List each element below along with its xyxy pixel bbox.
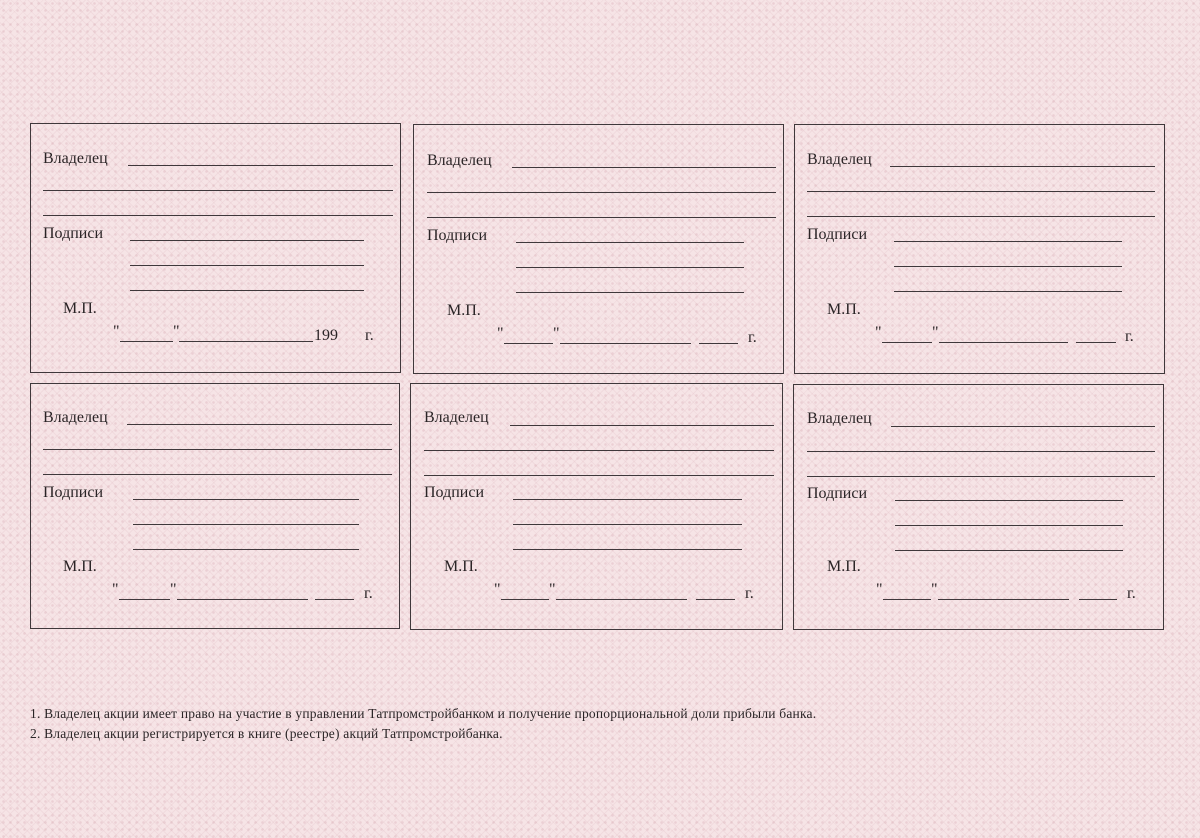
- date-year-suffix: г.: [1125, 328, 1134, 345]
- signatures-label: Подписи: [807, 226, 868, 243]
- date-day-line[interactable]: [882, 342, 932, 343]
- signatures-label: Подписи: [43, 225, 104, 242]
- stamp-label: М.П.: [827, 558, 861, 575]
- owner-line[interactable]: [43, 190, 393, 191]
- owner-label: Владелец: [424, 409, 489, 426]
- owner-label: Владелец: [427, 152, 492, 169]
- date-day-line[interactable]: [119, 599, 170, 600]
- date-year-suffix: г.: [365, 327, 374, 344]
- signature-line[interactable]: [516, 267, 744, 268]
- date-quote-close: ": [549, 581, 556, 598]
- date-quote-open: ": [113, 323, 120, 340]
- footnote-2: 2. Владелец акции регистрируется в книге (реестре) акций Татпромстройбанка.: [30, 726, 503, 741]
- owner-line[interactable]: [43, 215, 393, 216]
- date-quote-open: ": [112, 581, 119, 598]
- signature-line[interactable]: [130, 265, 364, 266]
- stamp-label: М.П.: [63, 300, 97, 317]
- date-quote-close: ": [173, 323, 180, 340]
- date-month-line[interactable]: [179, 341, 313, 342]
- signatures-label: Подписи: [424, 484, 485, 501]
- endorsement-card: [410, 383, 783, 630]
- signature-line[interactable]: [130, 240, 364, 241]
- date-quote-close: ": [932, 324, 939, 341]
- owner-line[interactable]: [890, 166, 1155, 167]
- date-quote-open: ": [875, 324, 882, 341]
- owner-label: Владелец: [43, 409, 108, 426]
- owner-line[interactable]: [807, 476, 1155, 477]
- date-quote-open: ": [494, 581, 501, 598]
- signature-line[interactable]: [133, 524, 359, 525]
- signature-line[interactable]: [513, 499, 742, 500]
- owner-line[interactable]: [424, 475, 774, 476]
- signature-line[interactable]: [513, 524, 742, 525]
- stamp-label: М.П.: [444, 558, 478, 575]
- endorsement-card: [413, 124, 784, 374]
- date-quote-close: ": [170, 581, 177, 598]
- signature-line[interactable]: [894, 241, 1122, 242]
- date-month-line[interactable]: [939, 342, 1068, 343]
- date-year-line[interactable]: [1076, 342, 1116, 343]
- owner-line[interactable]: [427, 192, 776, 193]
- stamp-label: М.П.: [63, 558, 97, 575]
- owner-line[interactable]: [128, 165, 393, 166]
- signature-line[interactable]: [130, 290, 364, 291]
- signature-line[interactable]: [516, 292, 744, 293]
- date-quote-close: ": [931, 581, 938, 598]
- date-month-line[interactable]: [556, 599, 687, 600]
- owner-line[interactable]: [43, 474, 392, 475]
- date-quote-open: ": [876, 581, 883, 598]
- signature-line[interactable]: [895, 550, 1123, 551]
- date-year-line[interactable]: [696, 599, 735, 600]
- endorsement-card: [793, 384, 1164, 630]
- owner-line[interactable]: [510, 425, 774, 426]
- owner-label: Владелец: [807, 410, 872, 427]
- owner-line[interactable]: [127, 424, 392, 425]
- endorsement-card: [794, 124, 1165, 374]
- owner-line[interactable]: [807, 191, 1155, 192]
- date-year-line[interactable]: [1079, 599, 1117, 600]
- date-year-suffix: г.: [748, 329, 757, 346]
- date-month-line[interactable]: [560, 343, 691, 344]
- stamp-label: М.П.: [447, 302, 481, 319]
- signature-line[interactable]: [513, 549, 742, 550]
- date-year-prefix: 199: [314, 327, 338, 344]
- date-day-line[interactable]: [120, 341, 173, 342]
- owner-line[interactable]: [424, 450, 774, 451]
- signatures-label: Подписи: [427, 227, 488, 244]
- footnotes: [30, 704, 816, 744]
- owner-line[interactable]: [43, 449, 392, 450]
- owner-line[interactable]: [512, 167, 776, 168]
- owner-line[interactable]: [891, 426, 1155, 427]
- date-year-suffix: г.: [364, 585, 373, 602]
- date-year-suffix: г.: [745, 585, 754, 602]
- date-day-line[interactable]: [504, 343, 553, 344]
- date-month-line[interactable]: [177, 599, 308, 600]
- date-month-line[interactable]: [938, 599, 1069, 600]
- signature-line[interactable]: [894, 266, 1122, 267]
- signatures-label: Подписи: [807, 485, 868, 502]
- date-year-line[interactable]: [699, 343, 738, 344]
- signature-line[interactable]: [516, 242, 744, 243]
- signature-line[interactable]: [133, 549, 359, 550]
- owner-line[interactable]: [807, 451, 1155, 452]
- signature-line[interactable]: [895, 500, 1123, 501]
- date-year-line[interactable]: [315, 599, 354, 600]
- stamp-label: М.П.: [827, 301, 861, 318]
- date-day-line[interactable]: [501, 599, 549, 600]
- owner-label: Владелец: [807, 151, 872, 168]
- signature-line[interactable]: [895, 525, 1123, 526]
- date-day-line[interactable]: [883, 599, 931, 600]
- owner-line[interactable]: [427, 217, 776, 218]
- endorsement-card: [30, 383, 400, 629]
- date-quote-close: ": [553, 325, 560, 342]
- signatures-label: Подписи: [43, 484, 104, 501]
- date-quote-open: ": [497, 325, 504, 342]
- date-year-suffix: г.: [1127, 585, 1136, 602]
- owner-label: Владелец: [43, 150, 108, 167]
- signature-line[interactable]: [894, 291, 1122, 292]
- signature-line[interactable]: [133, 499, 359, 500]
- owner-line[interactable]: [807, 216, 1155, 217]
- footnote-1: 1. Владелец акции имеет право на участие в управлении Татпромстройбанком и получение пропорциональной доли прибыли банка.: [30, 706, 817, 721]
- endorsement-card: [30, 123, 401, 373]
